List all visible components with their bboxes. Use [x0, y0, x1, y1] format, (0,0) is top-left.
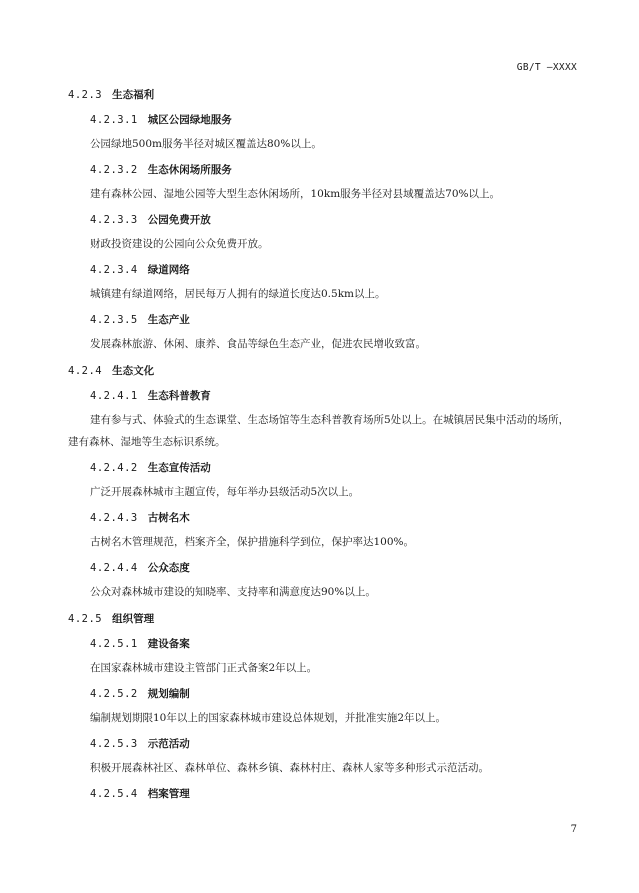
subsection-title: 生态科普教育	[147, 390, 211, 402]
section-title: 生态文化	[112, 365, 155, 377]
subsection-title: 建设备案	[147, 638, 190, 650]
subsection-heading	[68, 556, 579, 581]
subsection-number: 4.2.3.5	[90, 314, 138, 326]
header-standard-code: GB/T —XXXX	[516, 62, 577, 73]
subsection-number: 4.2.5.3	[90, 738, 138, 750]
subsection-heading	[68, 308, 579, 333]
subsection-number: 4.2.5.1	[90, 638, 138, 650]
subsection-heading	[68, 158, 579, 183]
section-heading	[68, 358, 579, 384]
subsection-number: 4.2.4.4	[90, 562, 138, 574]
subsection-heading	[68, 108, 579, 133]
section-title: 组织管理	[112, 613, 155, 625]
subsection-title: 生态休闲场所服务	[147, 164, 232, 176]
subsection-heading	[68, 456, 579, 481]
paragraph: 在国家森林城市建设主管部门正式备案2年以上。	[90, 662, 318, 674]
section-number: 4.2.5	[68, 613, 103, 625]
subsection-number: 4.2.3.3	[90, 214, 138, 226]
paragraph: 广泛开展森林城市主题宣传，每年举办县级活动5次以上。	[90, 486, 360, 498]
subsection-heading	[68, 208, 579, 233]
paragraph: 古树名木管理规范，档案齐全，保护措施科学到位，保护率达100%。	[90, 536, 415, 548]
subsection-title: 示范活动	[147, 738, 190, 750]
subsection-heading	[68, 732, 579, 757]
subsection-title: 古树名木	[147, 512, 190, 524]
subsection-number: 4.2.5.4	[90, 788, 138, 800]
subsection-title: 生态宣传活动	[147, 462, 211, 474]
section-number: 4.2.4	[68, 365, 103, 377]
subsection-number: 4.2.4.2	[90, 462, 138, 474]
subsection-number: 4.2.3.1	[90, 114, 138, 126]
subsection-title: 规划编制	[147, 688, 190, 700]
section-heading	[68, 82, 579, 108]
paragraph: 财政投资建设的公园向公众免费开放。	[90, 238, 269, 250]
paragraph: 公众对森林城市建设的知晓率、支持率和满意度达90%以上。	[90, 586, 376, 598]
paragraph: 建有森林公园、湿地公园等大型生态休闲场所，10km服务半径对县域覆盖达70%以上。	[90, 188, 501, 200]
subsection-heading	[68, 506, 579, 531]
subsection-title: 绿道网络	[147, 264, 190, 276]
document-body	[68, 82, 579, 807]
subsection-heading	[68, 258, 579, 283]
page-number: 7	[570, 824, 577, 835]
section-heading	[68, 606, 579, 632]
subsection-heading	[68, 632, 579, 657]
subsection-heading	[68, 682, 579, 707]
paragraph: 发展森林旅游、休闲、康养、食品等绿色生态产业，促进农民增收致富。	[90, 338, 426, 350]
subsection-title: 公众态度	[147, 562, 190, 574]
section-number: 4.2.3	[68, 89, 103, 101]
subsection-heading	[68, 384, 579, 409]
subsection-title: 档案管理	[147, 788, 190, 800]
section-title: 生态福利	[112, 89, 155, 101]
subsection-title: 城区公园绿地服务	[147, 114, 232, 126]
paragraph: 编制规划期限10年以上的国家森林城市建设总体规划，并批准实施2年以上。	[90, 712, 447, 724]
subsection-number: 4.2.3.2	[90, 164, 138, 176]
subsection-number: 4.2.4.1	[90, 390, 138, 402]
subsection-title: 公园免费开放	[147, 214, 211, 226]
subsection-number: 4.2.3.4	[90, 264, 138, 276]
subsection-heading	[68, 782, 579, 807]
subsection-number: 4.2.5.2	[90, 688, 138, 700]
paragraph: 积极开展森林社区、森林单位、森林乡镇、森林村庄、森林人家等多种形式示范活动。	[90, 762, 489, 774]
paragraph: 公园绿地500m服务半径对城区覆盖达80%以上。	[90, 138, 322, 150]
subsection-number: 4.2.4.3	[90, 512, 138, 524]
paragraph: 城镇建有绿道网络，居民每万人拥有的绿道长度达0.5km以上。	[90, 288, 386, 300]
paragraph: 建有参与式、体验式的生态课堂、生态场馆等生态科普教育场所5处以上。在城镇居民集中活动的场所，建有森林、湿地等生态标识系统。	[68, 414, 570, 448]
subsection-title: 生态产业	[147, 314, 190, 326]
